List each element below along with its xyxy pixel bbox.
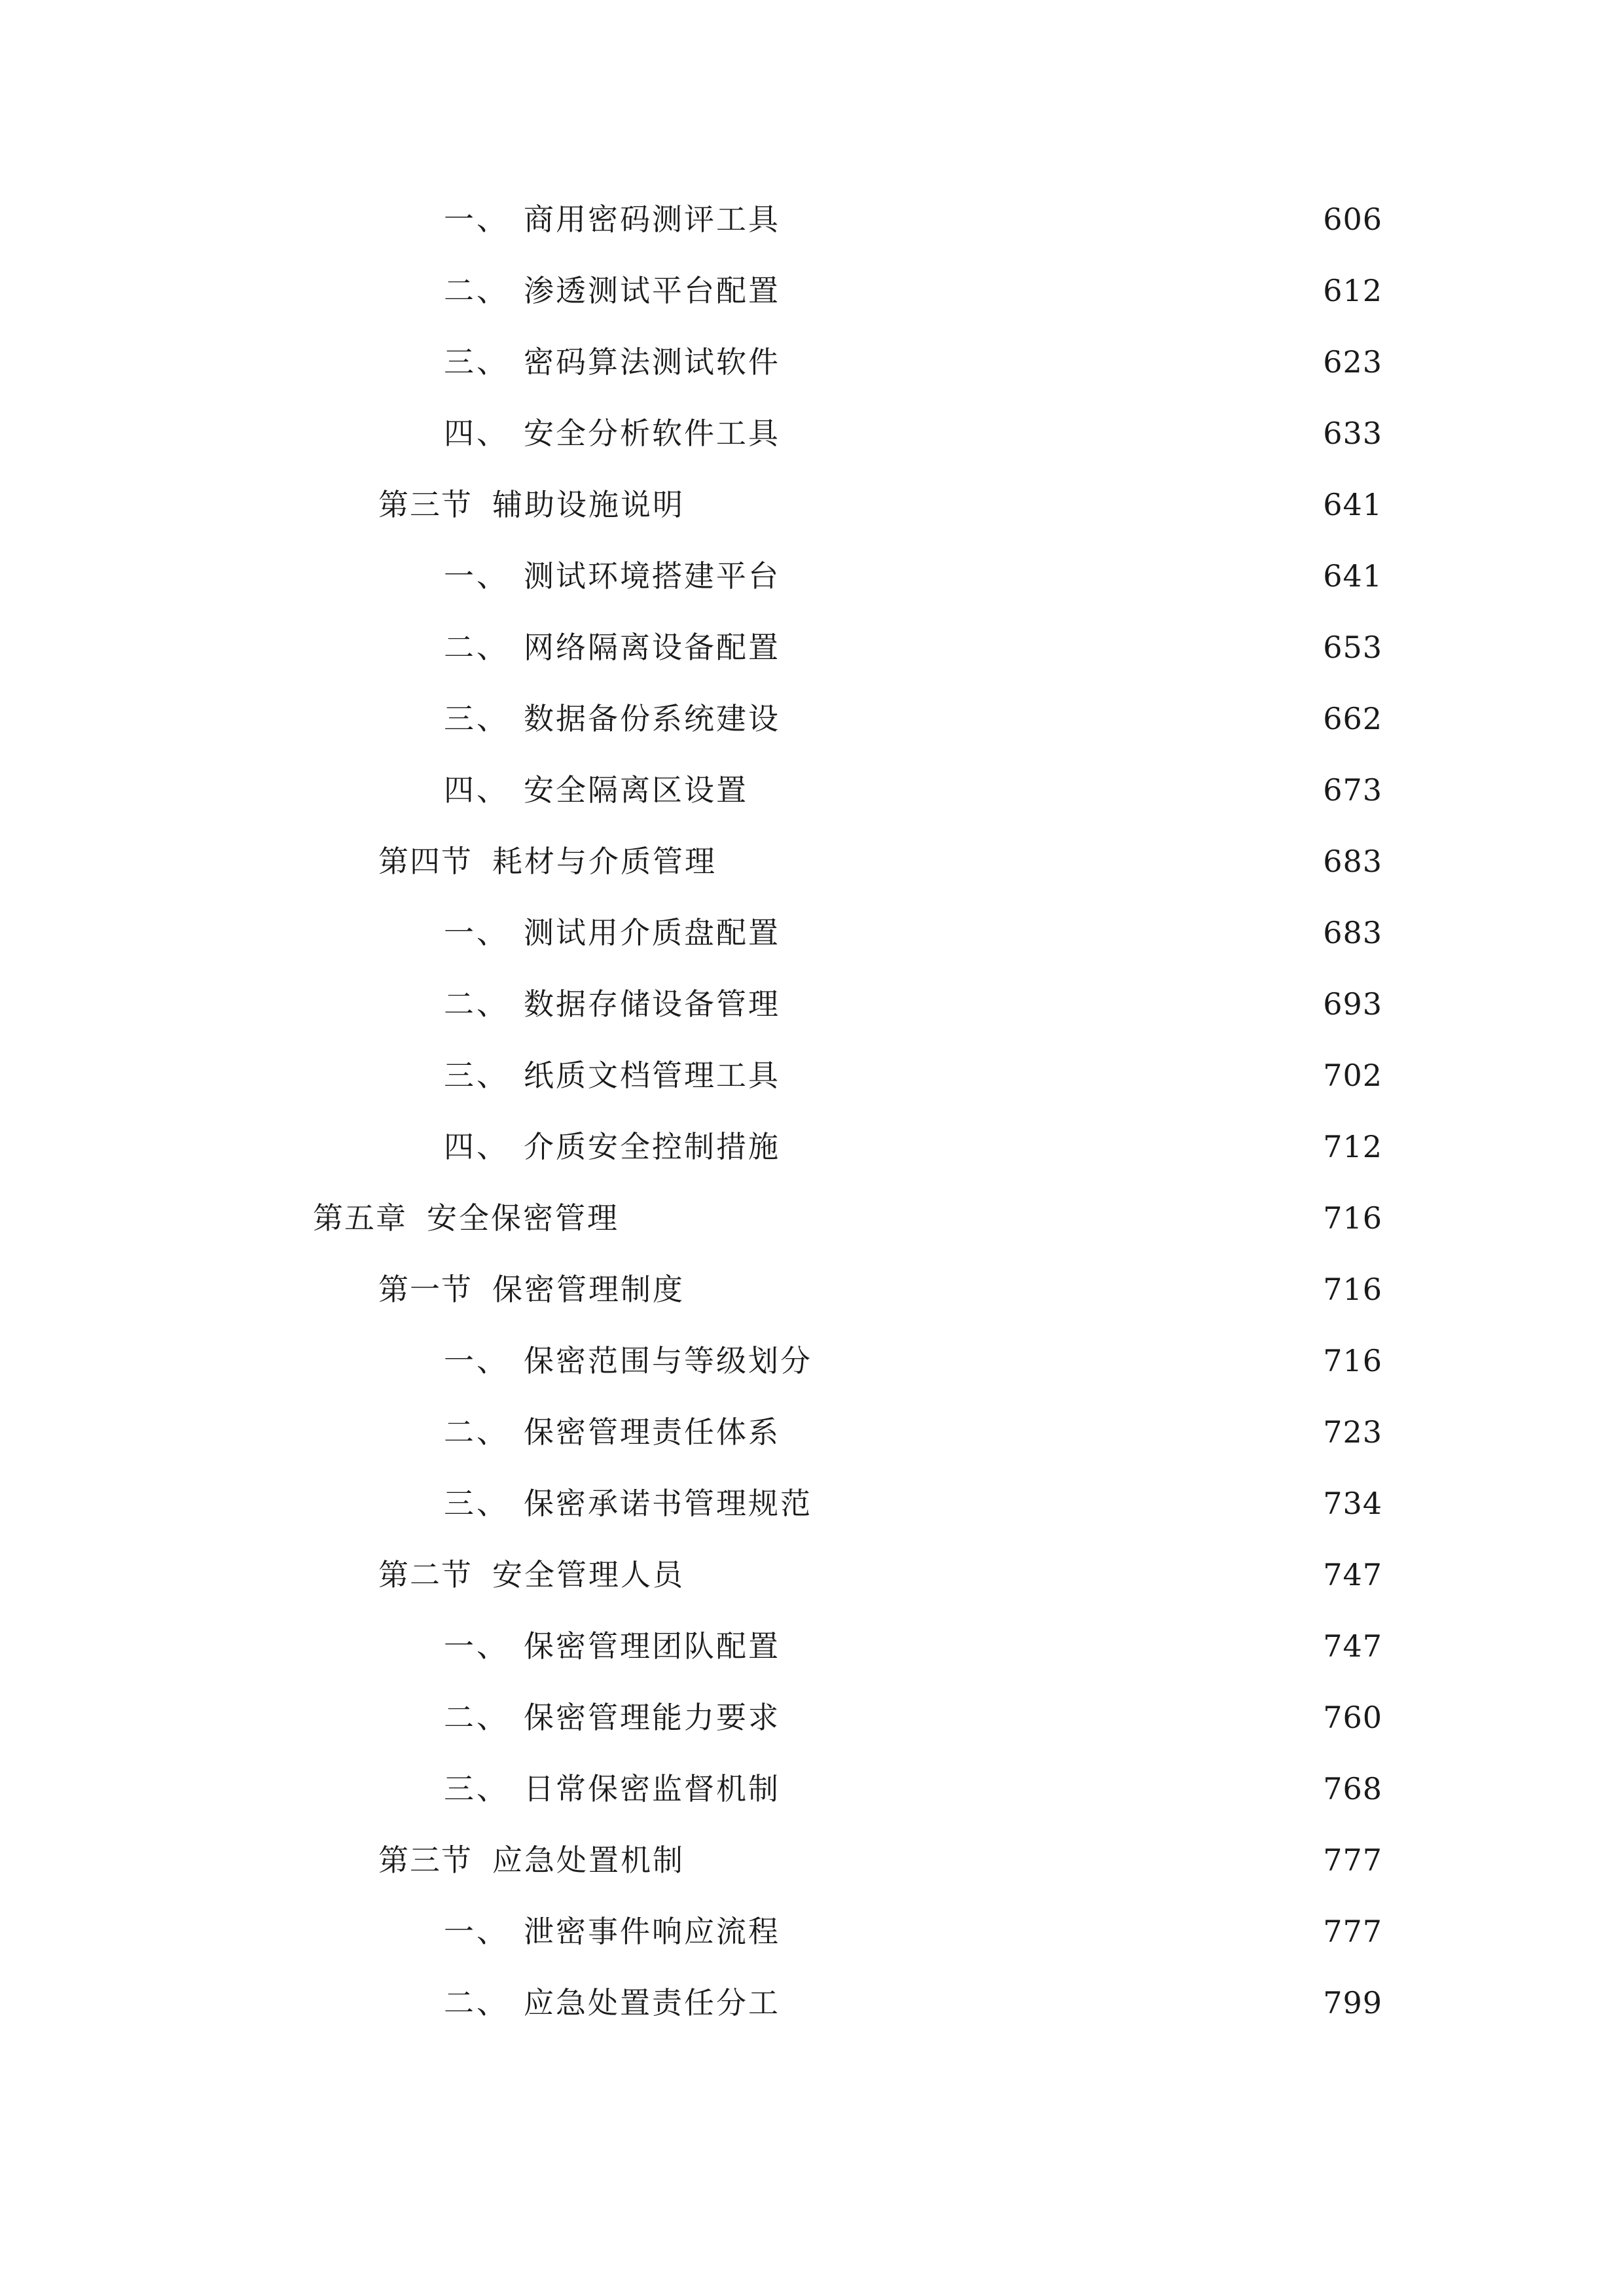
- toc-entry-title: 保密管理责任体系: [524, 1414, 780, 1450]
- toc-entry-title: 保密承诺书管理规范: [524, 1486, 812, 1521]
- toc-entry-number: 三、: [444, 1058, 509, 1093]
- dot-leader: [787, 634, 1311, 660]
- toc-entry[interactable]: [444, 1121, 1382, 1173]
- toc-entry[interactable]: [378, 1834, 1382, 1886]
- toc-entry-number: 二、: [444, 986, 509, 1022]
- toc-entry-page: 716: [1323, 1343, 1382, 1378]
- dot-leader: [787, 206, 1311, 232]
- toc-entry-title: 商用密码测评工具: [524, 202, 780, 237]
- toc-entry-title: 安全保密管理: [427, 1200, 619, 1236]
- toc-entry-page: 606: [1323, 202, 1382, 237]
- toc-entry-title: 保密范围与等级划分: [524, 1343, 812, 1378]
- toc-entry-title: 渗透测试平台配置: [524, 273, 780, 308]
- toc-entry-page: 747: [1323, 1557, 1382, 1592]
- toc-entry-number: 一、: [444, 915, 509, 950]
- toc-entry[interactable]: [444, 1620, 1382, 1672]
- toc-entry-title: 应急处置机制: [492, 1842, 685, 1878]
- dot-leader: [787, 1704, 1311, 1731]
- toc-entry[interactable]: [444, 193, 1382, 245]
- toc-entry-title: 密码算法测试软件: [524, 344, 780, 380]
- toc-entry-title: 测试环境搭建平台: [524, 558, 780, 594]
- toc-entry-page: 683: [1323, 915, 1382, 950]
- toc-entry-number: 第一节: [378, 1272, 473, 1307]
- toc-entry[interactable]: [444, 1406, 1382, 1458]
- toc-entry[interactable]: [444, 1335, 1382, 1387]
- toc-entry-number: 二、: [444, 1985, 509, 2020]
- toc-entry-number: 四、: [444, 1129, 509, 1164]
- toc-entry-page: 747: [1323, 1628, 1382, 1664]
- toc-entry-page: 799: [1323, 1985, 1382, 2020]
- toc-entry-number: 三、: [444, 1771, 509, 1806]
- toc-entry-number: 第五章: [313, 1200, 407, 1236]
- toc-entry-page: 702: [1323, 1058, 1382, 1093]
- dot-leader: [787, 420, 1311, 446]
- dot-leader: [819, 1490, 1311, 1516]
- toc-entry-page: 734: [1323, 1486, 1382, 1521]
- toc-entry-title: 保密管理团队配置: [524, 1628, 780, 1664]
- toc-entry[interactable]: [378, 1263, 1382, 1316]
- toc-entry-number: 二、: [444, 273, 509, 308]
- toc-entry-title: 数据存储设备管理: [524, 986, 780, 1022]
- toc-entry-page: 716: [1323, 1272, 1382, 1307]
- toc-entry-page: 612: [1323, 273, 1382, 308]
- toc-entry-page: 673: [1323, 772, 1382, 808]
- toc-entry-number: 一、: [444, 202, 509, 237]
- dot-leader: [787, 1918, 1311, 1945]
- toc-entry-page: 760: [1323, 1700, 1382, 1735]
- toc-entry-title: 介质安全控制措施: [524, 1129, 780, 1164]
- toc-entry-page: 693: [1323, 986, 1382, 1022]
- dot-leader: [787, 706, 1311, 732]
- toc-entry-page: 623: [1323, 344, 1382, 380]
- toc-entry-page: 768: [1323, 1771, 1382, 1806]
- dot-leader: [626, 1205, 1311, 1231]
- toc-entry-number: 第二节: [378, 1557, 473, 1592]
- dot-leader: [787, 563, 1311, 589]
- dot-leader: [787, 991, 1311, 1017]
- toc-entry-number: 第三节: [378, 487, 473, 522]
- toc-entry[interactable]: [378, 1549, 1382, 1601]
- toc-entry[interactable]: [378, 835, 1382, 888]
- toc-entry[interactable]: [444, 1977, 1382, 2029]
- dot-leader: [723, 848, 1311, 874]
- toc-entry-title: 日常保密监督机制: [524, 1771, 780, 1806]
- toc-entry-page: 683: [1323, 844, 1382, 879]
- toc-entry-page: 777: [1323, 1842, 1382, 1878]
- dot-leader: [755, 777, 1311, 803]
- dot-leader: [787, 1776, 1311, 1802]
- toc-entry-number: 二、: [444, 630, 509, 665]
- dot-leader: [787, 1990, 1311, 2016]
- toc-entry-title: 安全分析软件工具: [524, 416, 780, 451]
- toc-entry-number: 一、: [444, 1628, 509, 1664]
- toc-entry[interactable]: [444, 550, 1382, 602]
- toc-entry[interactable]: [444, 407, 1382, 459]
- toc-entry[interactable]: [444, 1049, 1382, 1102]
- toc-entry-page: 716: [1323, 1200, 1382, 1236]
- toc-entry-number: 四、: [444, 416, 509, 451]
- toc-entry[interactable]: [444, 1763, 1382, 1815]
- toc-entry-page: 723: [1323, 1414, 1382, 1450]
- dot-leader: [787, 278, 1311, 304]
- dot-leader: [787, 1419, 1311, 1445]
- toc-entry-page: 641: [1323, 487, 1382, 522]
- toc-entry-title: 保密管理能力要求: [524, 1700, 780, 1735]
- toc-entry-title: 泄密事件响应流程: [524, 1914, 780, 1949]
- toc-entry[interactable]: [444, 764, 1382, 816]
- toc-entry-number: 二、: [444, 1700, 509, 1735]
- toc-entry-number: 第四节: [378, 844, 473, 879]
- toc-entry-number: 三、: [444, 344, 509, 380]
- dot-leader: [787, 1633, 1311, 1659]
- dot-leader: [787, 920, 1311, 946]
- dot-leader: [819, 1348, 1311, 1374]
- toc-entry-title: 耗材与介质管理: [492, 844, 717, 879]
- toc-entry-title: 安全隔离区设置: [524, 772, 748, 808]
- toc-entry-number: 三、: [444, 701, 509, 736]
- dot-leader: [691, 1562, 1311, 1588]
- toc-entry-number: 一、: [444, 1343, 509, 1378]
- toc-entry-title: 安全管理人员: [492, 1557, 685, 1592]
- toc-entry-title: 网络隔离设备配置: [524, 630, 780, 665]
- toc-entry-title: 辅助设施说明: [492, 487, 685, 522]
- dot-leader: [691, 1847, 1311, 1873]
- toc-entry[interactable]: [444, 906, 1382, 959]
- toc-entry-page: 777: [1323, 1914, 1382, 1949]
- toc-entry-page: 712: [1323, 1129, 1382, 1164]
- toc-entry-number: 一、: [444, 1914, 509, 1949]
- toc-entry[interactable]: [378, 478, 1382, 531]
- toc-entry-page: 653: [1323, 630, 1382, 665]
- toc-entry-title: 保密管理制度: [492, 1272, 685, 1307]
- toc-entry-title: 应急处置责任分工: [524, 1985, 780, 2020]
- toc-entry-number: 三、: [444, 1486, 509, 1521]
- toc-entry-title: 数据备份系统建设: [524, 701, 780, 736]
- dot-leader: [787, 1134, 1311, 1160]
- dot-leader: [787, 349, 1311, 375]
- dot-leader: [787, 1062, 1311, 1088]
- toc-entry-page: 662: [1323, 701, 1382, 736]
- dot-leader: [691, 1276, 1311, 1302]
- toc-entry-number: 第三节: [378, 1842, 473, 1878]
- toc-entry-page: 641: [1323, 558, 1382, 594]
- toc-entry[interactable]: [444, 621, 1382, 673]
- toc-entry[interactable]: [444, 264, 1382, 317]
- toc-entry[interactable]: [444, 692, 1382, 745]
- toc-entry-number: 四、: [444, 772, 509, 808]
- toc-entry[interactable]: [444, 336, 1382, 388]
- toc-entry[interactable]: [444, 978, 1382, 1030]
- dot-leader: [691, 492, 1311, 518]
- toc-entry-number: 二、: [444, 1414, 509, 1450]
- toc-entry-title: 纸质文档管理工具: [524, 1058, 780, 1093]
- toc-entry-title: 测试用介质盘配置: [524, 915, 780, 950]
- toc-entry[interactable]: [444, 1905, 1382, 1958]
- toc-entry[interactable]: [313, 1192, 1382, 1244]
- toc-entry[interactable]: [444, 1477, 1382, 1530]
- toc-entry-number: 一、: [444, 558, 509, 594]
- toc-entry[interactable]: [444, 1691, 1382, 1744]
- toc-entry-page: 633: [1323, 416, 1382, 451]
